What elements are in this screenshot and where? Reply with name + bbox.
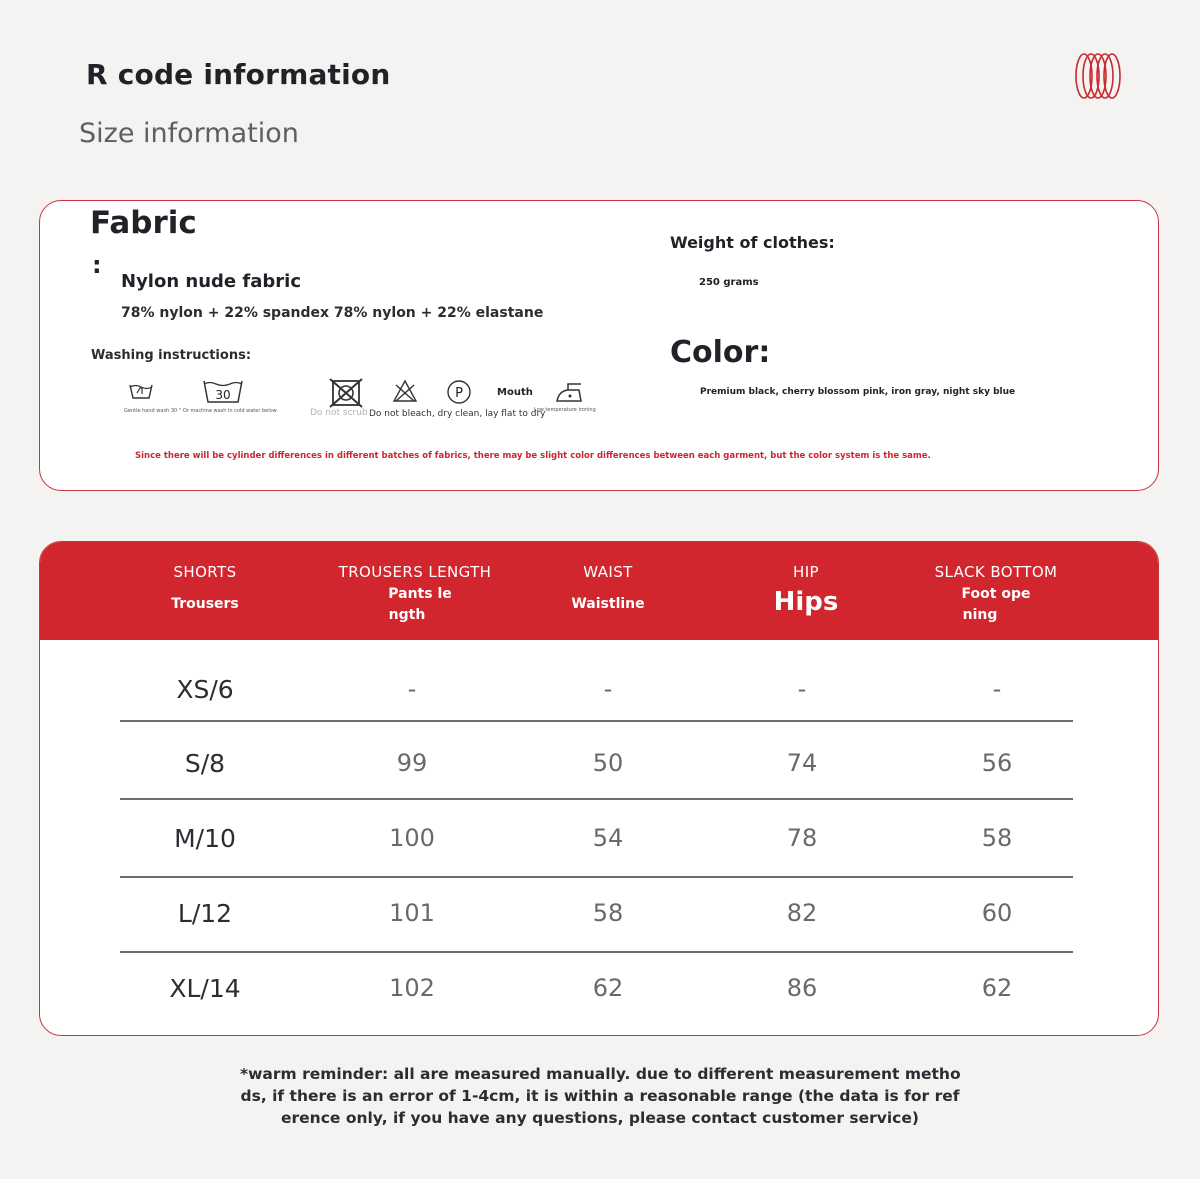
- table-row: [40, 726, 1158, 801]
- hip-cell: 82: [786, 899, 818, 927]
- foot-opening-cell: 60: [981, 899, 1013, 927]
- warm-reminder-footer: [240, 1063, 960, 1129]
- fabric-colon: :: [92, 251, 102, 279]
- dry-clean-p-icon: [446, 379, 472, 405]
- foot-opening-cell: 56: [981, 749, 1013, 777]
- column-header-sub-line1: Foot ope: [961, 586, 1031, 602]
- size-table-header: [40, 542, 1158, 640]
- footer-line-2: ds, if there is an error of 1-4cm, it is within a reasonable range (the data is for ref: [240, 1087, 960, 1105]
- column-header-sub: Trousers: [171, 596, 239, 612]
- color-label: Color:: [670, 335, 771, 370]
- column-header-label: SHORTS: [173, 563, 237, 581]
- page-title: R code information: [86, 58, 391, 91]
- washing-instructions-label: Washing instructions:: [91, 348, 252, 363]
- length-cell: 101: [389, 899, 435, 927]
- length-cell: 99: [396, 749, 428, 777]
- column-header-label: SLACK BOTTOM: [934, 563, 1058, 581]
- length-cell: 100: [389, 824, 435, 852]
- size-cell: XL/14: [169, 974, 241, 1003]
- column-header-sub: [315, 584, 515, 626]
- column-header-label: WAIST: [583, 563, 633, 581]
- table-row: [40, 652, 1158, 727]
- do-not-scrub-caption: Do not scrub: [310, 408, 368, 418]
- column-header-sub-line2: ngth: [388, 607, 426, 623]
- fabric-title: Fabric: [90, 205, 197, 241]
- size-cell: M/10: [174, 824, 236, 853]
- foot-opening-cell: 58: [981, 824, 1013, 852]
- column-header-big: Hips: [773, 587, 839, 617]
- footer-line-3: erence only, if you have any questions, please contact customer service): [281, 1109, 919, 1127]
- do-not-tumble-icon: [328, 377, 364, 409]
- fabric-composition: 78% nylon + 22% spandex 78% nylon + 22% elastane: [121, 305, 544, 321]
- column-header-sub-line1: Pants le: [388, 586, 452, 602]
- do-not-bleach-caption: Do not bleach, dry clean, lay flat to dry: [369, 409, 546, 419]
- foot-opening-cell: 62: [981, 974, 1013, 1002]
- foot-opening-cell: -: [992, 675, 1002, 703]
- column-header-sub: Waistline: [571, 596, 645, 612]
- hip-cell: 86: [786, 974, 818, 1002]
- length-cell: 102: [389, 974, 435, 1002]
- column-header-sub-line2: ning: [962, 607, 998, 623]
- column-header-label: HIP: [793, 563, 819, 581]
- mouth-label: Mouth: [497, 387, 533, 398]
- row-divider: [120, 798, 1073, 800]
- waist-cell: 58: [592, 899, 624, 927]
- table-row: [40, 876, 1158, 951]
- color-difference-note: Since there will be cylinder differences in different batches of fabrics, there may be slight color differences between each garment, but the color system is the same.: [135, 451, 931, 461]
- size-table-card: [39, 541, 1159, 1036]
- waist-cell: 62: [592, 974, 624, 1002]
- weight-label: Weight of clothes:: [670, 233, 835, 252]
- iron-icon: [554, 379, 584, 405]
- page-subtitle: Size information: [79, 118, 299, 149]
- iron-caption: Low temperature ironing: [534, 407, 596, 413]
- hip-cell: 78: [786, 824, 818, 852]
- waist-cell: 50: [592, 749, 624, 777]
- wash-30-symbol: 30: [215, 388, 231, 402]
- brand-rings-logo: [1074, 52, 1122, 100]
- wash-30-icon: [202, 377, 244, 405]
- size-cell: XS/6: [176, 675, 234, 704]
- hip-cell: -: [797, 675, 807, 703]
- waist-cell: 54: [592, 824, 624, 852]
- column-header-label: TROUSERS LENGTH: [338, 563, 492, 581]
- hand-wash-icon: [128, 379, 154, 401]
- fabric-info-card: [39, 200, 1159, 491]
- size-cell: S/8: [184, 749, 226, 778]
- waist-cell: -: [603, 675, 613, 703]
- color-value: Premium black, cherry blossom pink, iron gray, night sky blue: [700, 387, 1016, 397]
- do-not-bleach-icon: [392, 379, 418, 403]
- hip-cell: 74: [786, 749, 818, 777]
- hand-wash-caption: Gentle hand wash 30 ° Or machine wash in cold water below: [124, 408, 277, 414]
- washing-icons-row: [124, 377, 596, 427]
- fabric-name: Nylon nude fabric: [121, 271, 301, 292]
- weight-value: 250 grams: [699, 277, 759, 288]
- dry-clean-symbol: P: [455, 386, 463, 401]
- column-header-sub: [896, 584, 1096, 626]
- row-divider: [120, 720, 1073, 722]
- footer-line-1: *warm reminder: all are measured manually. due to different measurement metho: [240, 1065, 961, 1083]
- table-row: [40, 951, 1158, 1026]
- table-row: [40, 801, 1158, 876]
- length-cell: -: [407, 675, 417, 703]
- size-cell: L/12: [177, 899, 233, 928]
